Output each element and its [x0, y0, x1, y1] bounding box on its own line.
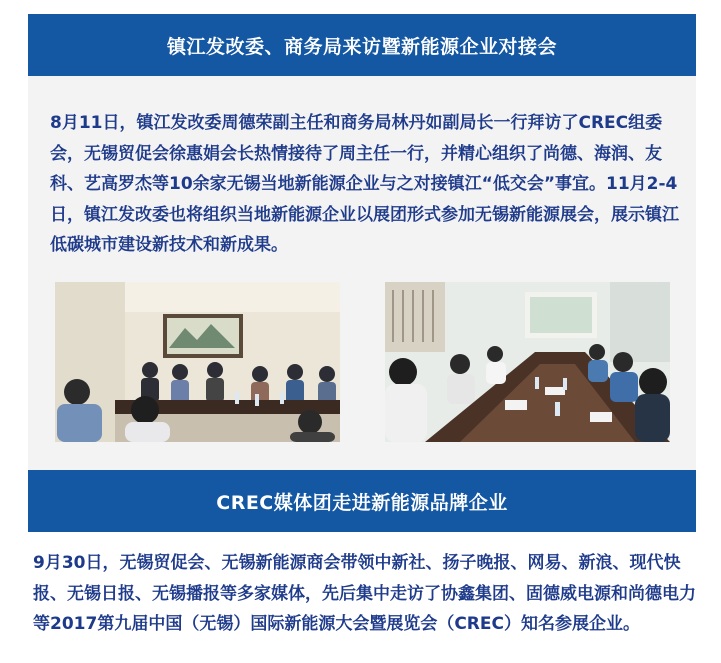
section1-title: 镇江发改委、商务局来访暨新能源企业对接会	[166, 35, 557, 58]
meeting-photo-right	[385, 282, 670, 442]
meeting-photo-left	[55, 282, 340, 442]
section1-title-banner	[28, 14, 696, 76]
section1-paragraph: 8月11日，镇江发改委周德荣副主任和商务局林丹如副局长一行拜访了CREC组委会，无锡贸促会徐惠娟会长热情接待了周主任一行，并精心组织了尚德、海润、友科、艺高罗杰等10余家无锡当地新能源企业与之对接镇江“低交会”事宜。11月2-4日，镇江发改委也将组织当地新能源企业以展团形式参加无锡新能源展会，展示镇江低碳城市建设新技术和新成果。	[50, 113, 679, 255]
section2-paragraph: 9月30日，无锡贸促会、无锡新能源商会带领中新社、扬子晚报、网易、新浪、现代快报、无锡日报、无锡播报等多家媒体，先后集中走访了协鑫集团、固德威电源和尚德电力等2017第九届中国（无锡）国际新能源大会暨展览会（CREC）知名参展企业。	[33, 553, 696, 634]
section2-title-banner	[28, 470, 696, 532]
section2-title: CREC媒体团走进新能源品牌企业	[216, 491, 508, 514]
